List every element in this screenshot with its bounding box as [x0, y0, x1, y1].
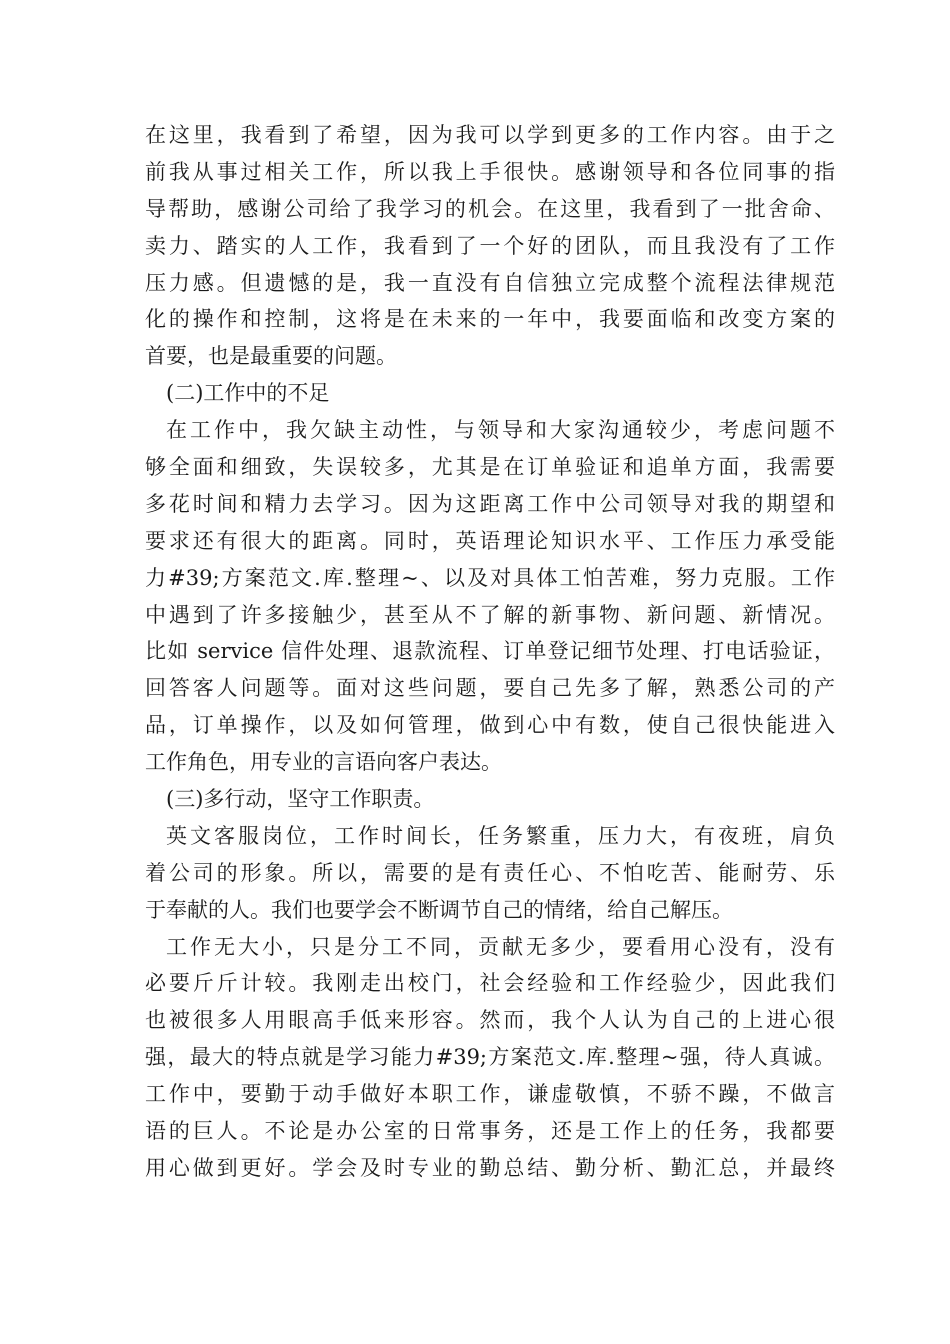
paragraph-line: 首要，也是最重要的问题。	[145, 344, 397, 369]
paragraph-line: 语的巨人。不论是办公室的日常事务，还是工作上的任务，我都要	[145, 1119, 835, 1144]
paragraph-line: 卖力、踏实的人工作，我看到了一个好的团队，而且我没有了工作	[145, 233, 835, 258]
paragraph-line: 压力感。但遗憾的是，我一直没有自信独立完成整个流程法律规范	[145, 270, 835, 295]
paragraph-line: 着公司的形象。所以，需要的是有责任心、不怕吃苦、能耐劳、乐	[145, 860, 835, 885]
paragraph-line: 力#39;方案范文.库.整理~、以及对具体工怕苦难，努力克服。工作	[145, 565, 835, 590]
paragraph-line: 也被很多人用眼高手低来形容。然而，我个人认为自己的上进心很	[145, 1008, 835, 1033]
paragraph-line: 于奉献的人。我们也要学会不断调节自己的情绪，给自己解压。	[145, 897, 733, 922]
paragraph-line: 品，订单操作，以及如何管理，做到心中有数，使自己很快能进入	[145, 713, 835, 738]
document-body	[145, 117, 835, 1187]
paragraph-line: 回答客人问题等。面对这些问题，要自己先多了解，熟悉公司的产	[145, 676, 835, 701]
paragraph-line: 工作角色，用专业的言语向客户表达。	[145, 750, 502, 775]
paragraph-line: 工作无大小，只是分工不同，贡献无多少，要看用心没有，没有	[166, 934, 835, 959]
paragraph-line: 用心做到更好。学会及时专业的勤总结、勤分析、勤汇总，并最终	[145, 1155, 835, 1180]
paragraph-line: 英文客服岗位，工作时间长，任务繁重，压力大，有夜班，肩负	[166, 823, 835, 848]
paragraph-line: 在工作中，我欠缺主动性，与领导和大家沟通较少，考虑问题不	[166, 418, 835, 443]
paragraph-line: 中遇到了许多接触少，甚至从不了解的新事物、新问题、新情况。	[145, 602, 835, 627]
paragraph-line: 强，最大的特点就是学习能力#39;方案范文.库.整理~强，待人真诚。	[145, 1045, 835, 1070]
section-heading: (二)工作中的不足	[166, 381, 330, 406]
paragraph-line: 在这里，我看到了希望，因为我可以学到更多的工作内容。由于之	[145, 123, 835, 147]
paragraph-line: 比如 service 信件处理、退款流程、订单登记细节处理、打电话验证，	[145, 639, 835, 664]
paragraph-line: 化的操作和控制，这将是在未来的一年中，我要面临和改变方案的	[145, 307, 835, 332]
paragraph-line: 要求还有很大的距离。同时，英语理论知识水平、工作压力承受能	[145, 528, 835, 553]
paragraph-line: 多花时间和精力去学习。因为这距离工作中公司领导对我的期望和	[145, 491, 835, 516]
paragraph-line: 够全面和细致，失误较多，尤其是在订单验证和追单方面，我需要	[145, 455, 835, 480]
paragraph-line: 必要斤斤计较。我刚走出校门，社会经验和工作经验少，因此我们	[145, 971, 835, 996]
paragraph-line: 前我从事过相关工作，所以我上手很快。感谢领导和各位同事的指	[145, 159, 835, 184]
section-heading: (三)多行动，坚守工作职责。	[166, 787, 435, 812]
paragraph-line: 导帮助，感谢公司给了我学习的机会。在这里，我看到了一批舍命、	[145, 196, 835, 221]
paragraph-line: 工作中，要勤于动手做好本职工作，谦虚敬慎，不骄不躁，不做言	[145, 1082, 835, 1107]
